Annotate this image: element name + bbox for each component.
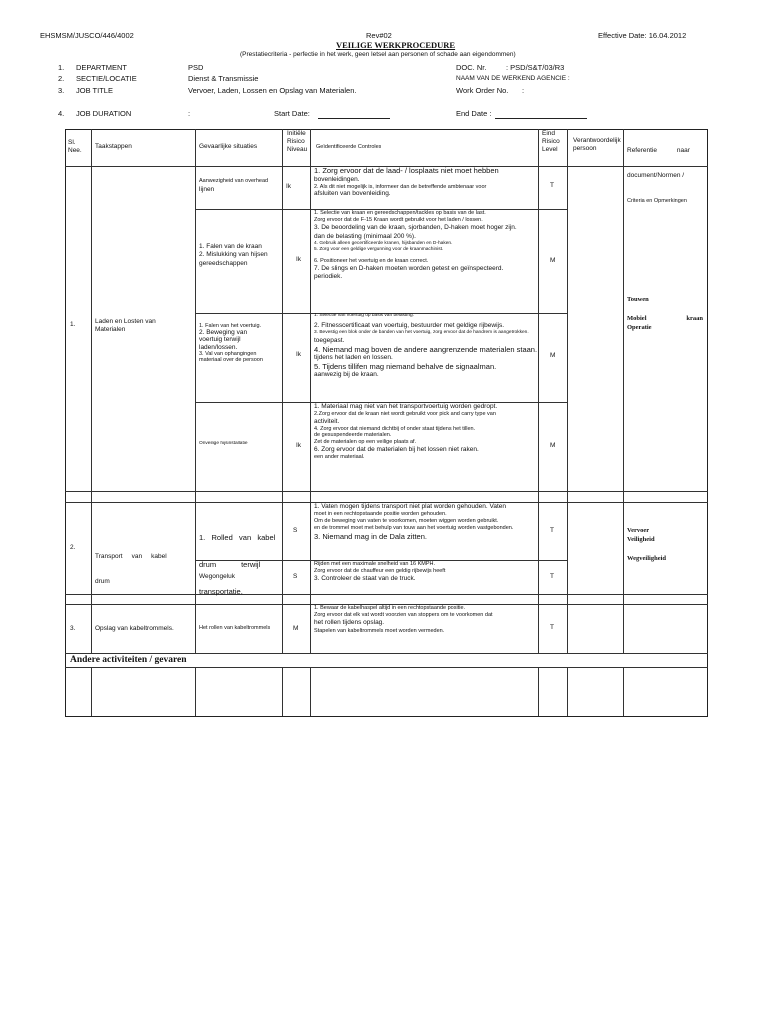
header-reference: Referentie naar document/Normen / Criteria en Opmerkingen: [627, 146, 690, 204]
other-activities-row[interactable]: [66, 668, 707, 716]
hazard-cell: Aanwezigheid van overhead lijnen: [199, 178, 269, 194]
section-reference: Touwen Mobiel kraan Operatie: [627, 296, 703, 332]
info-num: 4.: [58, 109, 65, 118]
end-risk: T: [550, 624, 554, 631]
section-number: 3.: [70, 625, 76, 632]
hazard-cell: Onveilige hijsinstallatie: [199, 441, 248, 446]
info-right-label: DOC. Nr.: [456, 63, 487, 72]
initial-risk: Ik: [296, 442, 302, 449]
info-value: Vervoer, Laden, Lossen en Opslag van Materialen.: [188, 86, 357, 95]
info-right-value: : PSD/S&T/03/R3: [506, 63, 565, 72]
document-code: EHSMSM/JUSCO/446/4002: [40, 31, 134, 40]
header-hazards: Gevaarlijke situaties: [199, 143, 258, 150]
info-colon: :: [188, 109, 191, 118]
initial-risk: Ik: [286, 183, 292, 190]
controls-cell: 1. Zorg ervoor dat de laad- / losplaats niet moet hebben bovenleidingen. 2. Als dit niet mogelijk is, informeer dan de betreffende ambtenaar voor afsluiten van bovenleiding.: [314, 167, 499, 197]
controls-cell: 1. Vaten mogen tijdens transport niet plat worden gehouden. Vaten moet in een rechtopstaande positie worden gehouden. Om de beweging van vaten te voorkomen, moeten wiggen worden gebruikt. en de trommel moet met behulp van touw aan het voertuig worden vastgebonden. 3. Niemand mag in de Dala zitten.: [314, 503, 514, 541]
end-date-field[interactable]: [495, 109, 587, 119]
end-risk: M: [550, 257, 556, 264]
end-risk: M: [550, 352, 556, 359]
section-task: Laden en Losten van Materialen: [95, 318, 156, 334]
section-number: 1.: [70, 321, 76, 328]
end-risk: T: [550, 527, 554, 534]
info-num: 2.: [58, 74, 65, 83]
info-num: 3.: [58, 86, 65, 95]
info-label: JOB TITLE: [76, 86, 113, 95]
hazard-cell: Het rollen van kabeltrommels: [199, 625, 271, 631]
info-label: SECTIE/LOCATIE: [76, 74, 137, 83]
header-task-steps: Taakstappen: [95, 143, 132, 150]
other-activities-heading: Andere activiteiten / gevaren: [70, 655, 187, 665]
initial-risk: Ik: [296, 351, 302, 358]
header-end-risk: Eind Risico Level: [542, 130, 560, 154]
hazard-cell: Wegongeluk: [199, 573, 236, 580]
revision-number: Rev#02: [366, 31, 392, 40]
controls-cell: 1. Materiaal mag niet van het transportvoertuig worden gedropt. 2.Zorg ervoor dat de kraan niet wordt gebruikt voor pick and carry type van activiteit. 4. Zorg ervoor dat niemand dichtbij of onder staat tijdens het tillen. de gesuspendeerde materialen. Zet de materialen op een veilige plaats af. 6. Zorg ervoor dat de materialen bij het lossen niet raken. een ander materiaal.: [314, 403, 498, 460]
header-controls: Geïdentificeerde Controles: [316, 144, 382, 150]
initial-risk: Ik: [296, 256, 302, 263]
effective-date: Effective Date: 16.04.2012: [598, 31, 687, 40]
info-right-label: NAAM VAN DE WERKEND AGENCIE :: [456, 75, 570, 82]
end-risk: T: [550, 573, 554, 580]
initial-risk: M: [293, 625, 299, 632]
initial-risk: S: [293, 573, 298, 580]
controls-cell: 1. Bewaar de kabelhaspel altijd in een rechtopstaande positie. Zorg ervoor dat elk vat wordt voorzien van stoppers om te voorkomen dat het rollen tijdens opslag. Stapelen van kabeltrommels moet worden vermeden.: [314, 605, 493, 634]
controls-cell: 1. Selectie van kraan en gereedschappen/tackles op basis van de last. Zorg ervoor dat de F-15 Kraan wordt gebruikt voor het laden / lossen. 3. De beoordeling van de kraan, sjorbanden, D-haken moet hoger zijn. dan de belasting (minimaal 200 %). 4. Gebruik alleen gecertificeerde kranen, hijsbanden en D-haken. 5. Zorg voor een geldige vergunning voor de kraanmachinist. 6. Positioneer het voertuig en de kraan correct. 7. De slings en D-haken moeten worden getest en geïnspecteerd. periodiek.: [314, 210, 517, 281]
hazard-cell: 1. Falen van de kraan 2. Mislukking van hijsen gereedschappen: [199, 243, 268, 267]
info-label: DEPARTMENT: [76, 63, 127, 72]
info-label: JOB DURATION: [76, 109, 132, 118]
info-value: PSD: [188, 63, 204, 72]
end-date-label: End Date :: [456, 109, 492, 118]
info-right-value: :: [522, 86, 525, 95]
header-sl-number: Sl. Nee.: [68, 139, 82, 155]
start-date-field[interactable]: [318, 109, 390, 119]
end-risk: T: [550, 182, 554, 189]
end-risk: M: [550, 442, 556, 449]
info-right-label: Work Order No.: [456, 86, 509, 95]
hazard-cell: 1. Rolled van kabel drum terwijl transportatie.: [199, 533, 276, 596]
info-value: Dienst & Transmissie: [188, 74, 259, 83]
section-task: Transport van kabel drum: [95, 552, 167, 586]
controls-cell: 1. Selectie van voertuig op basis van belasting. 2. Fitnesscertificaat van voertuig, bestuurder met geldige rijbewijs. 3. Bevestig een blok onder de banden van het voertuig, zorg ervoor dat de handrem is aangetrokken. toegepast. 4. Niemand mag boven de andere aangrenzende materialen staan. tijdens het laden en lossen. 5. Tijdens tillifen mag niemand behalve de signaalman. aanwezig bij de kraan.: [314, 313, 538, 378]
document-title: VEILIGE WERKPROCEDURE: [336, 40, 456, 50]
section-number: 2.: [70, 544, 76, 551]
controls-cell: Rijden met een maximale snelheid van 16 KMPH. Zorg ervoor dat de chauffeur een geldig rijbewijs heeft 3. Controleer de staat van de truck.: [314, 561, 446, 583]
info-num: 1.: [58, 63, 65, 72]
start-date-label: Start Date:: [274, 109, 310, 118]
hazard-cell: 1. Falen van het voertuig. 2. Beweging van voertuig terwijl laden/lossen. 3. Val van ophangingen materiaal over de persoon: [199, 323, 263, 364]
section-task: Opslag van kabeltrommels.: [95, 625, 174, 632]
document-subtitle: (Prestatiecriteria - perfectie in het werk, geen letsel aan personen of schade aan eigendommen): [240, 51, 516, 58]
initial-risk: S: [293, 527, 298, 534]
header-responsible: Verantwoordelijk persoon: [573, 137, 621, 153]
section-reference: Vervoer Veiligheid Wegveiligheid: [627, 527, 666, 562]
header-initial-risk: Initiële Risico Niveau: [287, 130, 308, 154]
